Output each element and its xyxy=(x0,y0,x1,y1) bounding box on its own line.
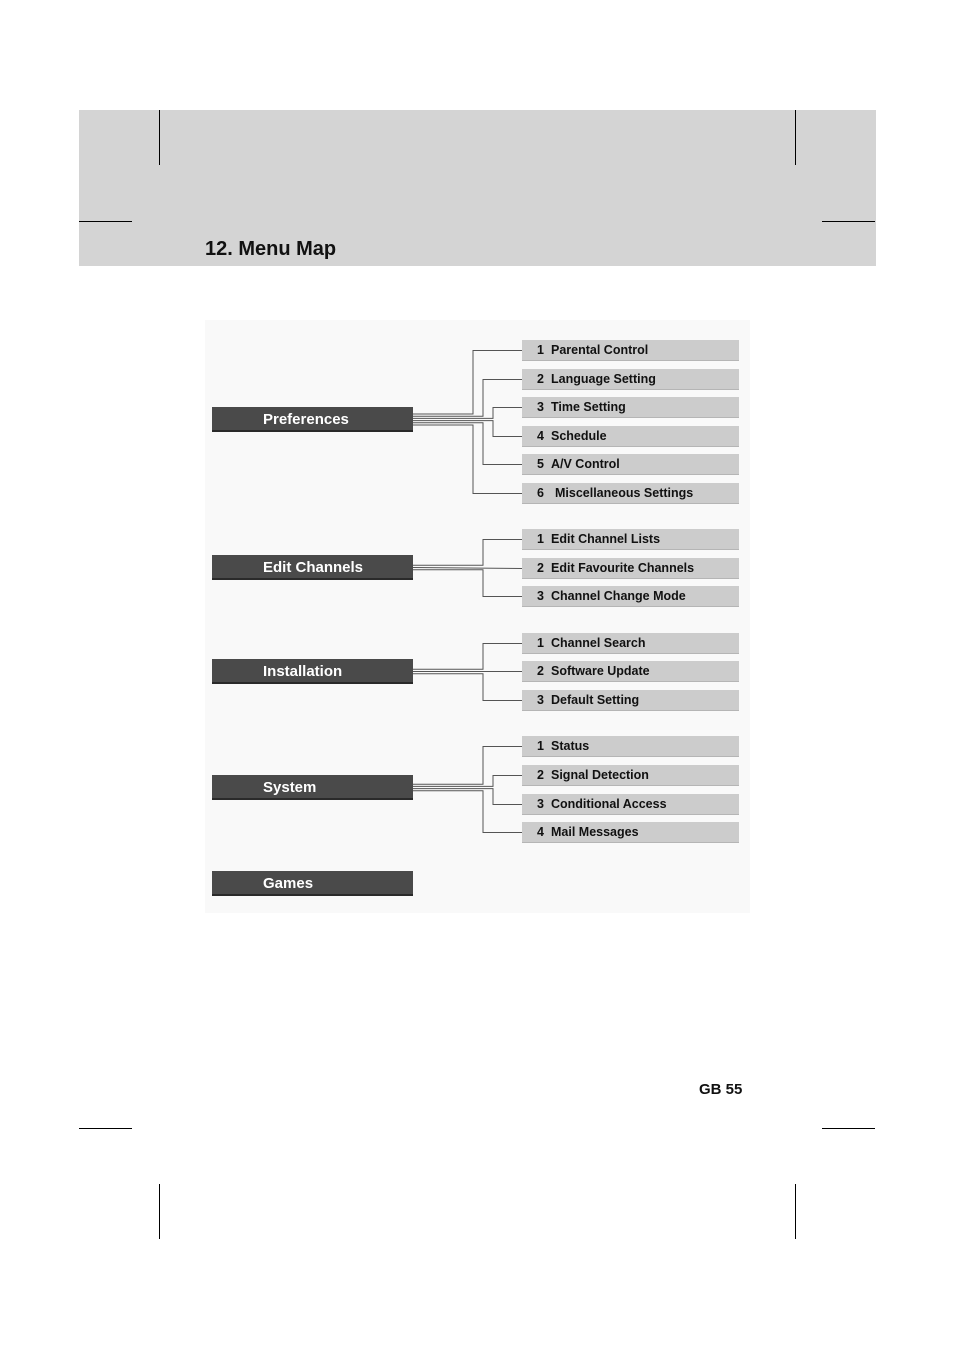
submenu-label: Mail Messages xyxy=(551,825,639,839)
connector-line xyxy=(413,540,522,566)
submenu-item xyxy=(522,661,739,682)
submenu-item xyxy=(522,369,739,390)
menu-games xyxy=(212,871,413,896)
submenu-label: Channel Search xyxy=(551,636,646,650)
submenu-item xyxy=(522,765,739,786)
connector-line xyxy=(413,423,522,465)
menu-label: Installation xyxy=(263,663,343,680)
submenu-number: 4 xyxy=(537,429,544,443)
submenu-number: 6 xyxy=(537,486,544,500)
connector-line xyxy=(413,776,522,787)
connector-line xyxy=(413,791,522,833)
page-title: 12. Menu Map xyxy=(205,238,337,260)
submenu-item xyxy=(522,483,739,504)
page-number: GB 55 xyxy=(699,1081,743,1098)
submenu-number: 2 xyxy=(537,372,544,386)
connector-line xyxy=(413,674,522,701)
submenu-number: 3 xyxy=(537,693,544,707)
menu-label: Preferences xyxy=(263,411,349,428)
submenu-label: Software Update xyxy=(551,664,650,678)
submenu-number: 2 xyxy=(537,664,544,678)
submenu-label: Signal Detection xyxy=(551,768,649,782)
submenu-item xyxy=(522,340,739,361)
submenu-number: 1 xyxy=(537,636,544,650)
connector-line xyxy=(413,425,522,494)
submenu-item xyxy=(522,690,739,711)
submenu-label: Language Setting xyxy=(551,372,656,386)
menu-edit-channels xyxy=(212,555,413,580)
submenu-item xyxy=(522,426,739,447)
submenu-item xyxy=(522,586,739,607)
menu-preferences xyxy=(212,407,413,432)
connector-line xyxy=(413,351,522,415)
submenu-item xyxy=(522,558,739,579)
connector-line xyxy=(413,747,522,785)
submenu-number: 1 xyxy=(537,739,544,753)
submenu-number: 1 xyxy=(537,343,544,357)
submenu-item xyxy=(522,822,739,843)
submenu-number: 2 xyxy=(537,768,544,782)
connector-line xyxy=(413,380,522,417)
menu-system xyxy=(212,775,413,800)
submenu-label: Schedule xyxy=(551,429,607,443)
submenu-number: 5 xyxy=(537,457,544,471)
submenu-label: Channel Change Mode xyxy=(551,589,686,603)
submenu-label: Conditional Access xyxy=(551,797,667,811)
submenu-number: 3 xyxy=(537,797,544,811)
menu-label: System xyxy=(263,779,317,796)
submenu-number: 1 xyxy=(537,532,544,546)
submenu-number: 4 xyxy=(537,825,544,839)
submenu-label: Edit Favourite Channels xyxy=(551,561,695,575)
submenu-label: Default Setting xyxy=(551,693,640,707)
submenu-label: Time Setting xyxy=(551,400,626,414)
submenu-label: Parental Control xyxy=(551,343,649,357)
connector-line xyxy=(413,568,522,569)
submenu-number: 3 xyxy=(537,400,544,414)
connector-line xyxy=(413,408,522,419)
submenu-number: 3 xyxy=(537,589,544,603)
submenu-number: 2 xyxy=(537,561,544,575)
submenu-item xyxy=(522,529,739,550)
submenu-item xyxy=(522,454,739,475)
connector-line xyxy=(413,570,522,597)
menu-label: Games xyxy=(263,875,314,892)
submenu-label: Edit Channel Lists xyxy=(551,532,661,546)
submenu-item xyxy=(522,397,739,418)
submenu-item xyxy=(522,794,739,815)
submenu-label: A/V Control xyxy=(551,457,620,471)
menu-installation xyxy=(212,659,413,684)
submenu-label: Miscellaneous Settings xyxy=(555,486,694,500)
submenu-item xyxy=(522,736,739,757)
submenu-item xyxy=(522,633,739,654)
menu-label: Edit Channels xyxy=(263,559,364,576)
submenu-label: Status xyxy=(551,739,590,753)
connector-line xyxy=(413,644,522,670)
